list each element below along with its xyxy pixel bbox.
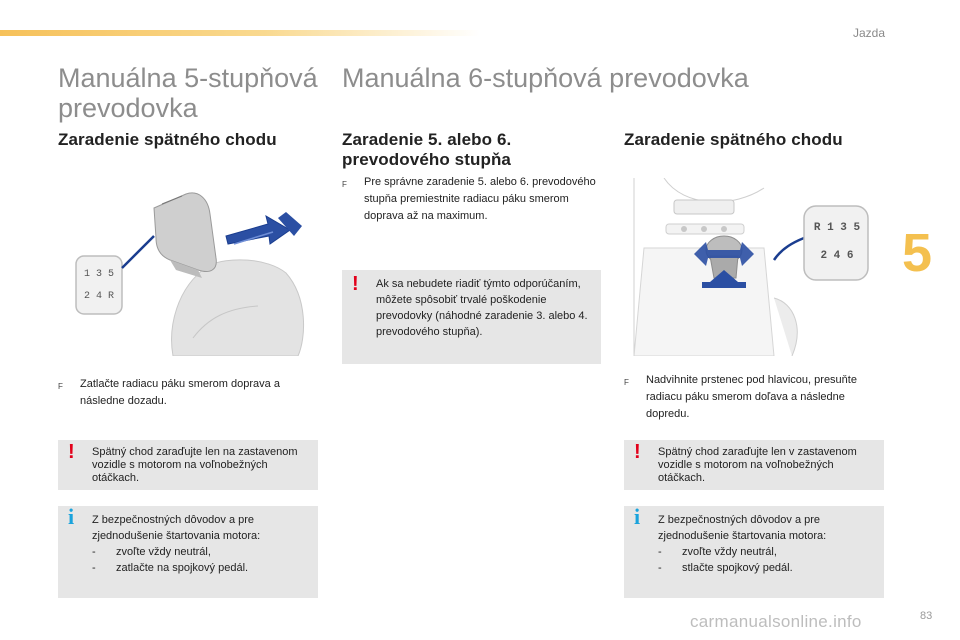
header-accent-bar [0, 30, 480, 36]
watermark: carmanualsonline.info [690, 612, 862, 631]
right-info-item [658, 544, 874, 560]
warning-icon: ! [634, 441, 641, 463]
main-page-title: Manuálna 6-stupňová prevodovka [342, 63, 749, 93]
chapter-number: 5 [902, 223, 933, 283]
warning-icon: ! [352, 273, 359, 295]
warning-icon: ! [68, 441, 75, 463]
bullet-marker: F [58, 382, 63, 391]
right-warning-text: Spätný chod zaraďujte len v zastavenom vozidle s motorom na voľnobežných otáčkach. [658, 446, 857, 484]
bullet-marker: F [342, 180, 347, 189]
left-info-item [92, 544, 308, 560]
right-info-lead: Z bezpečnostných dôvodov a pre zjednodušenie štartovania motora: [658, 514, 827, 542]
left-info-note [58, 506, 318, 598]
bullet-marker: F [624, 378, 629, 387]
middle-bullet [342, 174, 598, 225]
left-info-item-text: zatlačte na spojkový pedál. [116, 562, 249, 574]
left-warning-text: Spätný chod zaraďujte len na zastavenom vozidle s motorom na voľnobežných otáčkach. [92, 446, 298, 484]
shift-pattern-6-speed [810, 214, 864, 270]
shift-pattern-5-speed [80, 264, 118, 308]
right-bullet [624, 372, 886, 423]
middle-warning-note [342, 270, 601, 364]
shift-pattern-top-row: R 1 3 5 [813, 222, 861, 234]
left-page-title: Manuálna 5-stupňová prevodovka [58, 63, 318, 123]
left-info-lead: Z bezpečnostných dôvodov a pre zjednodušenie štartovania motora: [92, 514, 261, 542]
right-info-note [624, 506, 884, 598]
middle-heading: Zaradenie 5. alebo 6. prevodového stupňa [342, 130, 512, 169]
right-info-item-text: zvoľte vždy neutrál, [682, 546, 777, 558]
info-icon: i [68, 504, 75, 529]
gear-lever-5-speed-illustration [58, 178, 318, 356]
dash-marker: - [658, 562, 662, 574]
gear-lever-6-speed-illustration [624, 178, 884, 356]
section-label: Jazda [852, 26, 885, 40]
left-info-item-text: zvoľte vždy neutrál, [116, 546, 211, 558]
right-info-item [658, 560, 874, 576]
dash-marker: - [92, 562, 96, 574]
left-heading: Zaradenie spätného chodu [58, 130, 277, 149]
left-bullet [58, 376, 320, 410]
dash-marker: - [92, 546, 96, 558]
right-info-item-text: stlačte spojkový pedál. [682, 562, 793, 574]
left-info-item [92, 560, 308, 576]
shift-pattern-top-row: 1 3 5 [83, 269, 114, 280]
middle-warning-text: Ak sa nebudete riadiť týmto odporúčaním, môžete spôsobiť trvalé poškodenie prevodovky (náhodné zaradenie 3. alebo 4. prevodového stupňa). [376, 278, 588, 338]
middle-bullet-text: Pre správne zaradenie 5. alebo 6. prevodového stupňa premiestnite radiacu páku smerom doprava až na maximum. [364, 176, 596, 222]
right-warning-note [624, 440, 884, 490]
page-number: 83 [920, 610, 933, 622]
left-bullet-text: Zatlačte radiacu páku smerom doprava a následne dozadu. [80, 378, 280, 407]
info-icon: i [634, 504, 641, 529]
shift-pattern-bottom-row: 2 4 6 [820, 250, 854, 262]
left-warning-note [58, 440, 318, 490]
dash-marker: - [658, 546, 662, 558]
right-heading: Zaradenie spätného chodu [624, 130, 843, 149]
shift-pattern-bottom-row: 2 4 R [83, 291, 114, 302]
right-bullet-text: Nadvihnite prstenec pod hlavicou, presuňte radiacu páku smerom doľava a následne dopredu. [646, 374, 857, 420]
